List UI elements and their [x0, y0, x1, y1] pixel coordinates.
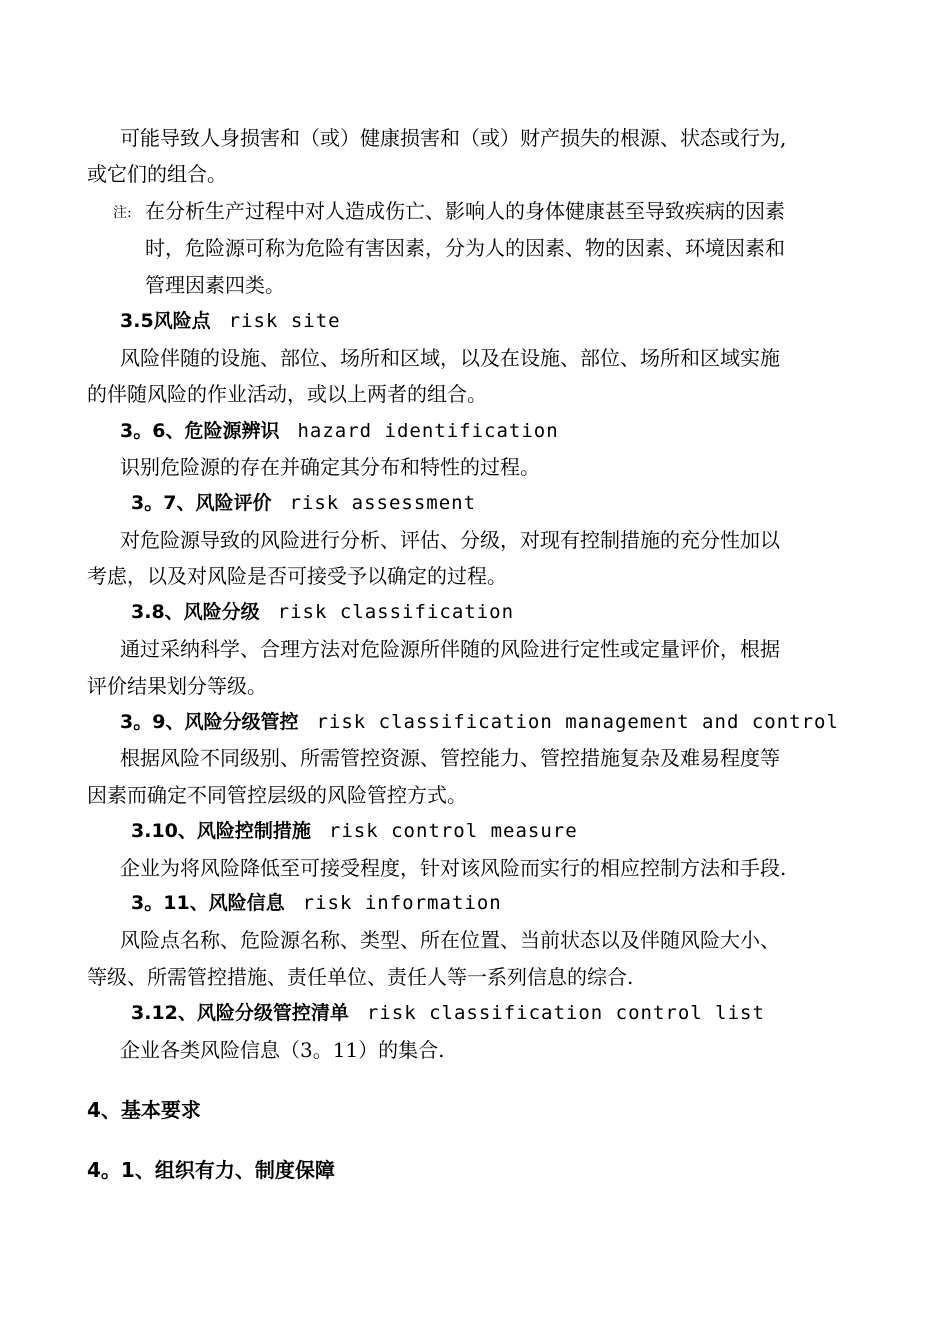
term-definition-line-1: 根据风险不同级别、所需管控资源、管控能力、管控措施复杂及难易程度等	[120, 746, 780, 770]
term-title: 3.12、风险分级管控清单	[131, 1002, 349, 1024]
term-title: 3.10、风险控制措施	[131, 820, 311, 842]
term-heading-3-9	[120, 709, 839, 735]
term-english: risk classification control list	[366, 1002, 765, 1024]
term-definition-line-2: 考虑，以及对风险是否可接受予以确定的过程。	[87, 564, 507, 588]
term-title: 3.8、风险分级	[131, 601, 260, 623]
term-title: 3。11、风险信息	[131, 892, 285, 914]
term-definition-line-1: 风险伴随的设施、部位、场所和区域，以及在设施、部位、场所和区域实施	[120, 346, 780, 370]
note-line-2: 时，危险源可称为危险有害因素，分为人的因素、物的因素、环境因素和	[145, 236, 785, 260]
term-english: risk assessment	[289, 492, 477, 514]
term-definition-line-2: 等级、所需管控措施、责任单位、责任人等一系列信息的综合.	[87, 965, 634, 989]
term-heading-3-8	[131, 599, 514, 625]
term-english: risk classification	[277, 601, 515, 623]
term-title: 3。6、危险源辨识	[120, 420, 280, 442]
term-definition-line-1: 识别危险源的存在并确定其分布和特性的过程。	[120, 455, 540, 479]
term-heading-3-11	[131, 890, 502, 916]
term-english: risk control measure	[328, 820, 578, 842]
term-definition-line-2: 的伴随风险的作业活动，或以上两者的组合。	[87, 382, 487, 406]
note-mark: 注:	[113, 205, 132, 221]
term-english: hazard identification	[297, 420, 559, 442]
term-title: 3。9、风险分级管控	[120, 711, 299, 733]
term-definition-line-2: 评价结果划分等级。	[87, 674, 267, 698]
term-english: risk information	[302, 892, 502, 914]
term-definition-line-1: 企业各类风险信息（3。11）的集合.	[120, 1038, 445, 1062]
term-heading-3-6	[120, 418, 559, 444]
hazard-definition-line-1: 可能导致人身损害和（或）健康损害和（或）财产损失的根源、状态或行为,	[120, 126, 787, 150]
term-heading-3-5	[120, 308, 341, 334]
term-definition-line-2: 因素而确定不同管控层级的风险管控方式。	[87, 783, 467, 807]
term-definition-line-1: 对危险源导致的风险进行分析、评估、分级，对现有控制措施的充分性加以	[120, 528, 780, 552]
note-line-3: 管理因素四类。	[145, 273, 285, 297]
term-title: 3。7、风险评价	[131, 492, 272, 514]
term-english: risk site	[228, 310, 341, 332]
term-heading-3-12	[131, 1000, 765, 1026]
term-title: 3.5风险点	[120, 310, 211, 332]
hazard-definition-line-2: 或它们的组合。	[87, 162, 227, 186]
term-definition-line-1: 风险点名称、危险源名称、类型、所在位置、当前状态以及伴随风险大小、	[120, 928, 780, 952]
term-definition-line-1: 通过采纳科学、合理方法对危险源所伴随的风险进行定性或定量评价，根据	[120, 637, 780, 661]
section-heading: 4、基本要求	[87, 1098, 201, 1122]
term-heading-3-10	[131, 818, 578, 844]
term-definition-line-1: 企业为将风险降低至可接受程度，针对该风险而实行的相应控制方法和手段.	[120, 856, 787, 880]
term-heading-3-7	[131, 490, 476, 516]
subsection-heading: 4。1、组织有力、制度保障	[87, 1158, 335, 1182]
term-english: risk classification management and control	[316, 711, 839, 733]
note-line-1: 在分析生产过程中对人造成伤亡、影响人的身体健康甚至导致疾病的因素	[145, 199, 785, 223]
